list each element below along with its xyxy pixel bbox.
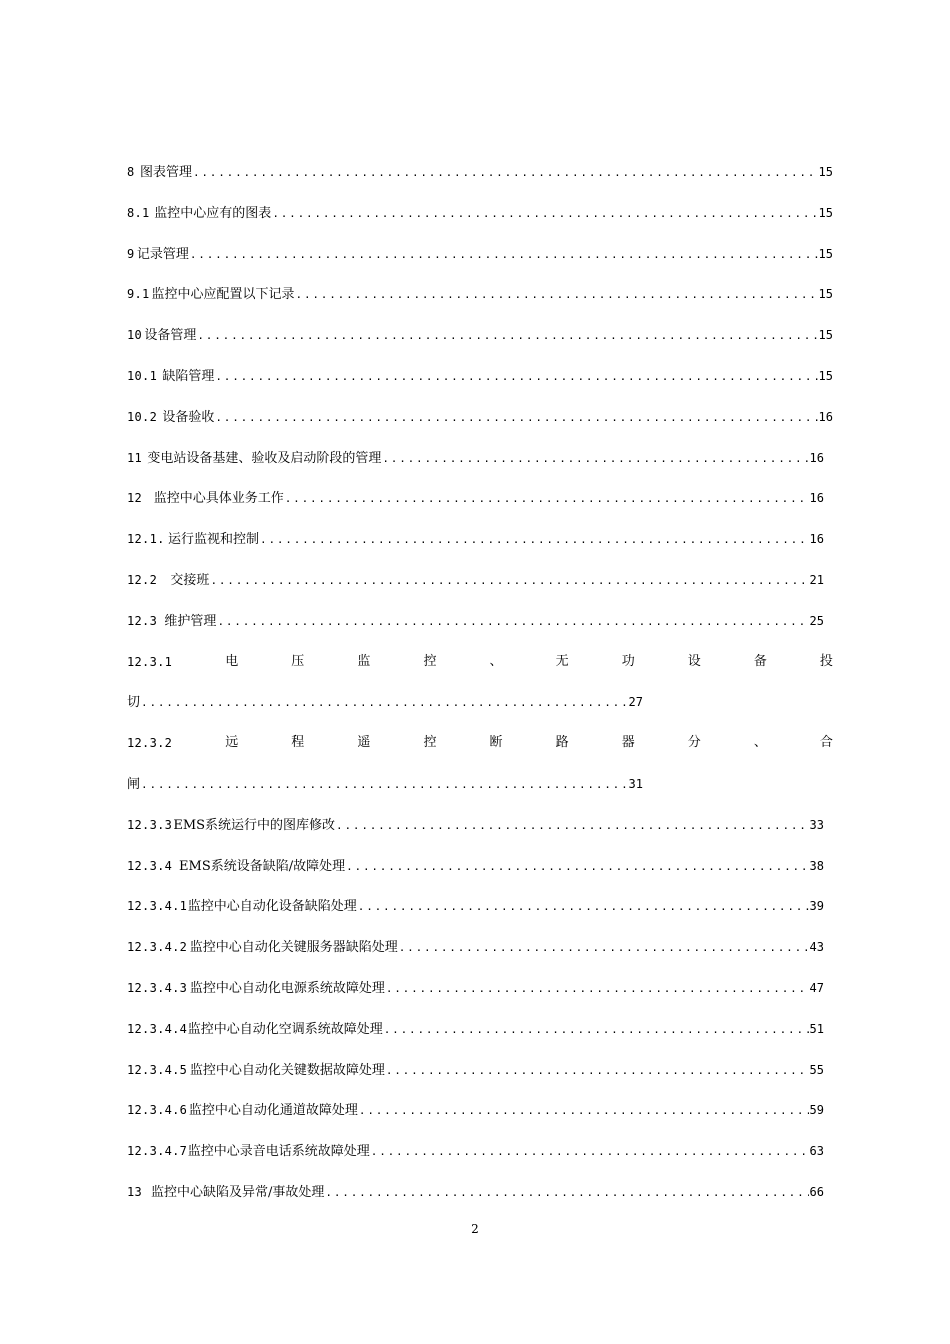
- dot-leader: [359, 1101, 809, 1121]
- dot-leader: [358, 897, 809, 917]
- dot-leader: [193, 163, 818, 183]
- dot-leader: [371, 1142, 809, 1162]
- toc-entry[interactable]: [127, 366, 833, 386]
- toc-entry-continuation[interactable]: [127, 692, 643, 712]
- toc-entry[interactable]: [127, 896, 833, 916]
- toc-entry-title-char: 监: [357, 653, 371, 669]
- dot-leader: [386, 979, 809, 999]
- toc-entry-page: 31: [628, 776, 643, 791]
- toc-entry-title: 监控中心具体业务工作: [153, 491, 284, 507]
- toc-entry-title: 缺陷管理: [162, 368, 215, 384]
- toc-entry[interactable]: [127, 937, 833, 957]
- toc-entry-title: EMS系统运行中的图库修改: [173, 817, 336, 833]
- dot-leader: [260, 530, 809, 550]
- toc-entry-title-char: 、: [753, 735, 767, 751]
- toc-entry-number: 12.3.4.4: [127, 1021, 188, 1036]
- toc-entry[interactable]: [127, 284, 833, 304]
- toc-entry-title: 监控中心自动化空调系统故障处理: [187, 1021, 383, 1037]
- toc-entry-number: 13: [127, 1184, 143, 1199]
- toc-entry-title: EMS系统设备缺陷/故障处理: [179, 858, 346, 874]
- toc-entry-title-char: 投: [819, 653, 833, 669]
- toc-entry-number: 12.2: [127, 572, 158, 587]
- toc-entry-number: 12.3.2: [127, 736, 173, 751]
- dot-leader: [384, 1020, 809, 1040]
- toc-entry-title: 监控中心自动化关键服务器缺陷处理: [189, 940, 398, 956]
- toc-entry-number: 12.3.4.3: [127, 980, 188, 995]
- toc-entry-title-char: 备: [753, 653, 767, 669]
- toc-entry-page: 16: [818, 409, 833, 424]
- toc-entry-number: 12.1.: [127, 532, 165, 547]
- dot-leader: [215, 367, 817, 387]
- toc-entry[interactable]: [127, 407, 833, 427]
- dot-leader: [382, 449, 808, 469]
- toc-entry-title: 监控中心自动化关键数据故障处理: [189, 1062, 385, 1078]
- toc-entry[interactable]: [127, 1060, 833, 1080]
- toc-entry-title: 变电站设备基建、验收及启动阶段的管理: [147, 450, 382, 466]
- dot-leader: [336, 816, 809, 836]
- toc-entry-title: 运行监视和控制: [168, 532, 260, 548]
- toc-entry-title-char: 分: [687, 735, 701, 751]
- toc-entry-title-char: 控: [423, 735, 437, 751]
- toc-entry-title: 监控中心自动化设备缺陷处理: [187, 899, 357, 915]
- toc-entry-number: 10.2: [127, 409, 158, 424]
- toc-entry[interactable]: [127, 815, 833, 835]
- dot-leader: [272, 204, 817, 224]
- toc-entry-title-char: 压: [291, 653, 305, 669]
- toc-entry-number: 12.3.4.6: [127, 1103, 188, 1118]
- toc-entry-page: 15: [818, 287, 833, 302]
- dot-leader: [215, 408, 817, 428]
- toc-entry-page: 38: [809, 858, 824, 873]
- toc-entry-number: 12.3.4.2: [127, 940, 188, 955]
- toc-entry[interactable]: [127, 1182, 833, 1202]
- toc-entry[interactable]: [127, 570, 833, 590]
- dot-leader: [325, 1183, 808, 1203]
- toc-entry[interactable]: [127, 325, 833, 345]
- toc-entry-number: 8.1: [127, 205, 150, 220]
- dot-leader: [399, 938, 809, 958]
- toc-entry-page: 51: [809, 1021, 824, 1036]
- toc-entry-page: 15: [818, 328, 833, 343]
- toc-entry-title-char: 设: [687, 653, 701, 669]
- toc-entry-page: 27: [628, 695, 643, 710]
- toc-entry-page: 59: [809, 1103, 824, 1118]
- dot-leader: [197, 326, 817, 346]
- toc-entry-page: 47: [809, 980, 824, 995]
- toc-entry-page: 16: [809, 532, 824, 547]
- toc-entry-page: 25: [809, 613, 824, 628]
- toc-entry-title-char: 程: [291, 735, 305, 751]
- toc-entry-title-char: 远: [225, 735, 239, 751]
- toc-entry-page: 15: [818, 246, 833, 261]
- toc-entry-title-char: 电: [225, 653, 239, 669]
- dot-leader: [141, 775, 628, 795]
- toc-entry-title: 监控中心录音电话系统故障处理: [187, 1144, 370, 1160]
- toc-entry-title: 记录管理: [136, 246, 189, 262]
- toc-entry-title: 监控中心应配置以下记录: [151, 287, 295, 303]
- dot-leader: [210, 571, 808, 591]
- toc-entry-page: 63: [809, 1144, 824, 1159]
- toc-entry-title-char: 无: [555, 653, 569, 669]
- toc-entry-page: 66: [809, 1184, 824, 1199]
- toc-entry[interactable]: [127, 244, 833, 264]
- toc-entry-title-char: 控: [423, 653, 437, 669]
- toc-entry[interactable]: [127, 1100, 833, 1120]
- toc-entry-number: 10.1: [127, 368, 158, 383]
- toc-entry[interactable]: [127, 856, 833, 876]
- toc-entry-title: 设备管理: [144, 328, 197, 344]
- toc-entry-number: 12: [127, 491, 143, 506]
- toc-entry[interactable]: [127, 203, 833, 223]
- toc-entry-page: 21: [809, 572, 824, 587]
- toc-entry-page: 55: [809, 1062, 824, 1077]
- toc-entry-title-char: 合: [819, 735, 833, 751]
- toc-entry-title-char: 器: [621, 735, 635, 751]
- toc-entry-justified-line[interactable]: [127, 733, 833, 753]
- toc-entry-page: 39: [809, 899, 824, 914]
- toc-entry-title: 监控中心应有的图表: [154, 205, 272, 221]
- dot-leader: [346, 857, 808, 877]
- toc-entry-title: 图表管理: [139, 165, 192, 180]
- page-number: 2: [471, 1222, 479, 1236]
- toc-entry[interactable]: [127, 1141, 833, 1161]
- dot-leader: [296, 285, 818, 305]
- table-of-contents: [127, 162, 833, 1223]
- toc-entry-title: 监控中心自动化电源系统故障处理: [189, 980, 385, 996]
- toc-entry-title-char: 遥: [357, 735, 371, 751]
- toc-entry-number: 12.3.4.1: [127, 899, 188, 914]
- toc-entry-number: 12.3.4.5: [127, 1062, 188, 1077]
- toc-entry-page: 16: [809, 491, 824, 506]
- toc-entry-title: 切: [127, 695, 141, 711]
- toc-entry[interactable]: [127, 448, 833, 468]
- dot-leader: [386, 1061, 809, 1081]
- toc-entry-number: 12.3.4: [127, 858, 173, 873]
- toc-entry-number: 12.3.4.7: [127, 1144, 188, 1159]
- toc-entry-page: 16: [809, 450, 824, 465]
- toc-entry-page: 15: [818, 205, 833, 220]
- toc-entry-number: 8: [127, 165, 135, 179]
- toc-entry-justified-line[interactable]: [127, 652, 833, 672]
- toc-entry-title: 监控中心缺陷及异常/事故处理: [151, 1184, 325, 1200]
- toc-entry-page: 15: [818, 368, 833, 383]
- dot-leader: [217, 612, 808, 632]
- dot-leader: [190, 245, 818, 265]
- dot-leader: [141, 693, 628, 713]
- toc-entry[interactable]: [127, 162, 833, 182]
- toc-entry-number: 10: [127, 328, 143, 343]
- toc-entry-title: 闸: [127, 776, 141, 792]
- toc-entry-page: 15: [818, 165, 833, 179]
- toc-entry-title: 维护管理: [164, 613, 217, 629]
- toc-entry-continuation[interactable]: [127, 774, 643, 794]
- toc-entry[interactable]: [127, 1019, 833, 1039]
- toc-entry-title: 交接班: [170, 572, 210, 588]
- toc-entry-number: 9.1: [127, 287, 150, 302]
- toc-entry-title-char: 功: [621, 653, 635, 669]
- toc-entry-number: 11: [127, 450, 143, 465]
- toc-entry-page: 43: [809, 940, 824, 955]
- toc-entry-number: 12.3.3: [127, 817, 173, 832]
- toc-entry[interactable]: [127, 488, 833, 508]
- toc-entry-title-char: 断: [489, 735, 503, 751]
- toc-entry-number: 9: [127, 246, 135, 261]
- toc-entry-number: 12.3: [127, 613, 158, 628]
- toc-entry-title-char: 路: [555, 735, 569, 751]
- toc-entry-title: 监控中心自动化通道故障处理: [188, 1103, 358, 1119]
- toc-entry-title: 设备验收: [162, 409, 215, 425]
- dot-leader: [285, 489, 809, 509]
- toc-entry[interactable]: [127, 529, 833, 549]
- toc-entry-page: 33: [809, 817, 824, 832]
- toc-entry-number: 12.3.1: [127, 654, 173, 669]
- toc-entry[interactable]: [127, 611, 833, 631]
- toc-entry-title-char: 、: [489, 653, 503, 669]
- toc-entry[interactable]: [127, 978, 833, 998]
